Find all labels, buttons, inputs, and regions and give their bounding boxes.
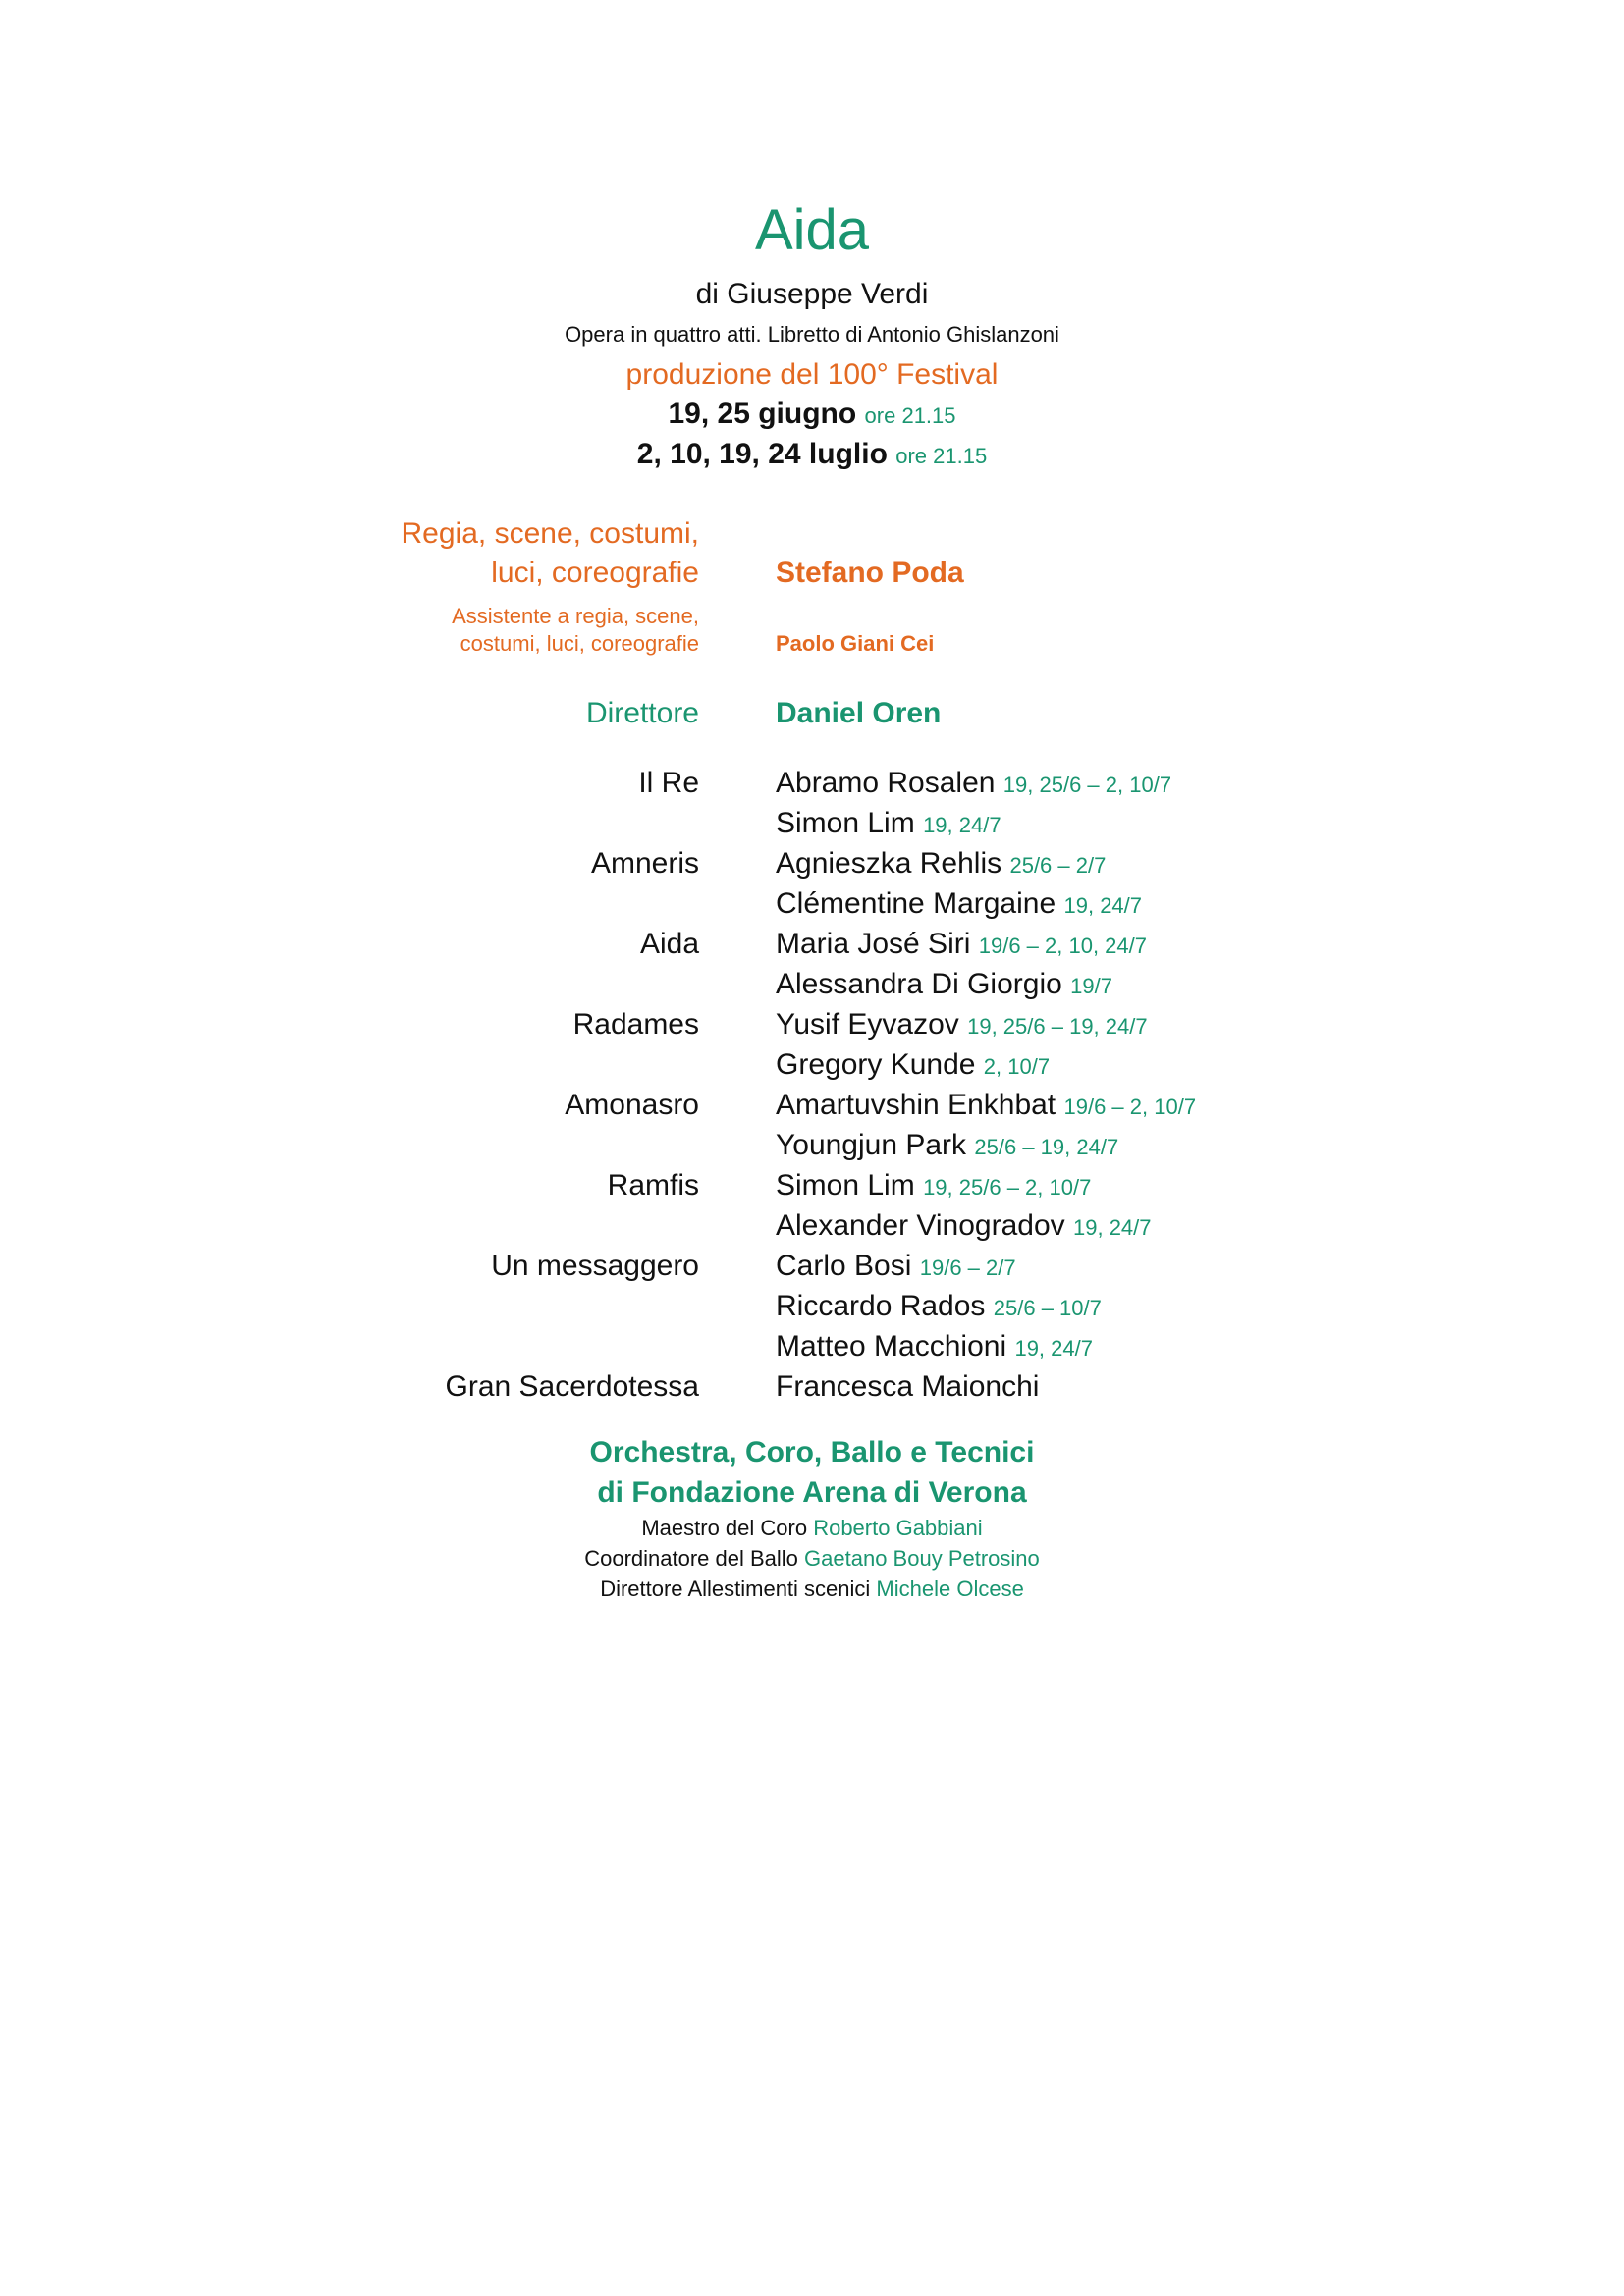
performer-name: Carlo Bosi — [776, 1250, 912, 1282]
performer-name: Clémentine Margaine — [776, 887, 1056, 920]
staff-line-coro — [0, 1513, 1624, 1543]
role-conductor: Direttore — [585, 697, 699, 729]
cast-performer — [776, 1287, 1102, 1328]
cast-performer — [776, 1327, 1093, 1368]
cast-performer — [776, 925, 1147, 966]
performer-name: Amartuvshin Enkhbat — [776, 1089, 1056, 1121]
performance-dates: 19/6 – 2/7 — [919, 1255, 1016, 1280]
staff-label: Coordinatore del Ballo — [584, 1546, 798, 1571]
cast-performer — [776, 764, 1171, 805]
subtitle-line: Opera in quattro atti. Libretto di Antonio Ghislanzoni — [565, 322, 1059, 347]
performance-dates: 2, 10/7 — [983, 1054, 1051, 1079]
performance-dates: 19/6 – 2, 10, 24/7 — [978, 934, 1147, 958]
staff-line-ballo — [0, 1543, 1624, 1574]
name-assistant: Paolo Giani Cei — [776, 631, 935, 656]
performer-name: Abramo Rosalen — [776, 767, 996, 799]
performance-dates: 25/6 – 2/7 — [1009, 853, 1107, 878]
dates-june — [0, 395, 1624, 436]
dates-july-days: 2, 10, 19, 24 luglio — [636, 438, 888, 470]
performance-dates: 19, 24/7 — [923, 813, 1001, 837]
performer-name: Simon Lim — [776, 1169, 915, 1201]
performance-dates: 19/6 – 2, 10/7 — [1063, 1095, 1197, 1119]
performance-dates: 19, 24/7 — [1073, 1215, 1152, 1240]
staff-label: Direttore Allestimenti scenici — [600, 1576, 871, 1601]
page-title: Aida — [754, 198, 870, 262]
performer-name: Francesca Maionchi — [776, 1370, 1040, 1403]
cast-performer — [776, 884, 1142, 926]
performance-dates: 19, 24/7 — [1014, 1336, 1093, 1361]
staff-line-allestimenti — [0, 1574, 1624, 1604]
performer-name: Yusif Eyvazov — [776, 1008, 959, 1041]
role-assistant-line2: costumi, luci, coreografie — [460, 631, 699, 656]
performer-name: Youngjun Park — [776, 1129, 967, 1161]
cast-role: Radames — [572, 1008, 699, 1041]
performer-name: Alessandra Di Giorgio — [776, 968, 1062, 1000]
role-regia — [402, 514, 699, 593]
cast-performer — [776, 1126, 1118, 1167]
cast-performer — [776, 1045, 1050, 1087]
composer-line: di Giuseppe Verdi — [695, 278, 929, 310]
performance-dates: 19, 25/6 – 19, 24/7 — [967, 1014, 1148, 1039]
name-conductor: Daniel Oren — [776, 697, 942, 729]
performance-dates: 25/6 – 10/7 — [993, 1296, 1102, 1320]
staff-name: Gaetano Bouy Petrosino — [804, 1546, 1040, 1571]
cast-performer — [776, 1206, 1152, 1248]
performer-name: Riccardo Rados — [776, 1290, 986, 1322]
cast-role: Gran Sacerdotessa — [445, 1370, 699, 1403]
role-regia-line2: luci, coreografie — [491, 557, 699, 589]
cast-performer — [776, 844, 1106, 885]
role-regia-line1: Regia, scene, costumi, — [401, 517, 699, 550]
performance-dates: 25/6 – 19, 24/7 — [974, 1135, 1119, 1159]
ensemble-line2: di Fondazione Arena di Verona — [597, 1476, 1027, 1509]
cast-role: Amonasro — [565, 1089, 699, 1121]
staff-label: Maestro del Coro — [641, 1516, 808, 1540]
performer-name: Gregory Kunde — [776, 1048, 976, 1081]
cast-role: Il Re — [638, 767, 699, 799]
dates-june-time: ore 21.15 — [864, 403, 956, 428]
performance-dates: 19/7 — [1070, 974, 1112, 998]
performer-name: Matteo Macchioni — [776, 1330, 1007, 1362]
role-assistant-line1: Assistente a regia, scene, — [452, 604, 699, 628]
performer-name: Maria José Siri — [776, 928, 971, 960]
role-assistant — [452, 603, 699, 658]
cast-performer — [776, 1367, 1039, 1407]
cast-performer — [776, 804, 1001, 845]
staff-name: Roberto Gabbiani — [813, 1516, 983, 1540]
cast-role: Amneris — [590, 847, 699, 880]
cast-performer — [776, 1086, 1196, 1127]
performer-name: Agnieszka Rehlis — [776, 847, 1002, 880]
cast-performer — [776, 1005, 1148, 1046]
ensemble-line1: Orchestra, Coro, Ballo e Tecnici — [589, 1436, 1035, 1468]
performer-name: Simon Lim — [776, 807, 915, 839]
dates-july-time: ore 21.15 — [895, 444, 988, 468]
performer-name: Alexander Vinogradov — [776, 1209, 1065, 1242]
production-line: produzione del 100° Festival — [625, 358, 999, 391]
cast-performer — [776, 1166, 1091, 1207]
dates-june-days: 19, 25 giugno — [668, 398, 857, 430]
cast-role: Aida — [639, 928, 699, 960]
cast-performer — [776, 1247, 1016, 1288]
cast-role: Ramfis — [607, 1169, 699, 1201]
staff-name: Michele Olcese — [876, 1576, 1024, 1601]
cast-role: Un messaggero — [491, 1250, 699, 1282]
name-regia: Stefano Poda — [776, 557, 964, 589]
performance-dates: 19, 25/6 – 2, 10/7 — [923, 1175, 1092, 1200]
performance-dates: 19, 24/7 — [1063, 893, 1143, 918]
cast-performer — [776, 965, 1112, 1006]
performance-dates: 19, 25/6 – 2, 10/7 — [1002, 773, 1172, 797]
dates-july — [0, 435, 1624, 476]
